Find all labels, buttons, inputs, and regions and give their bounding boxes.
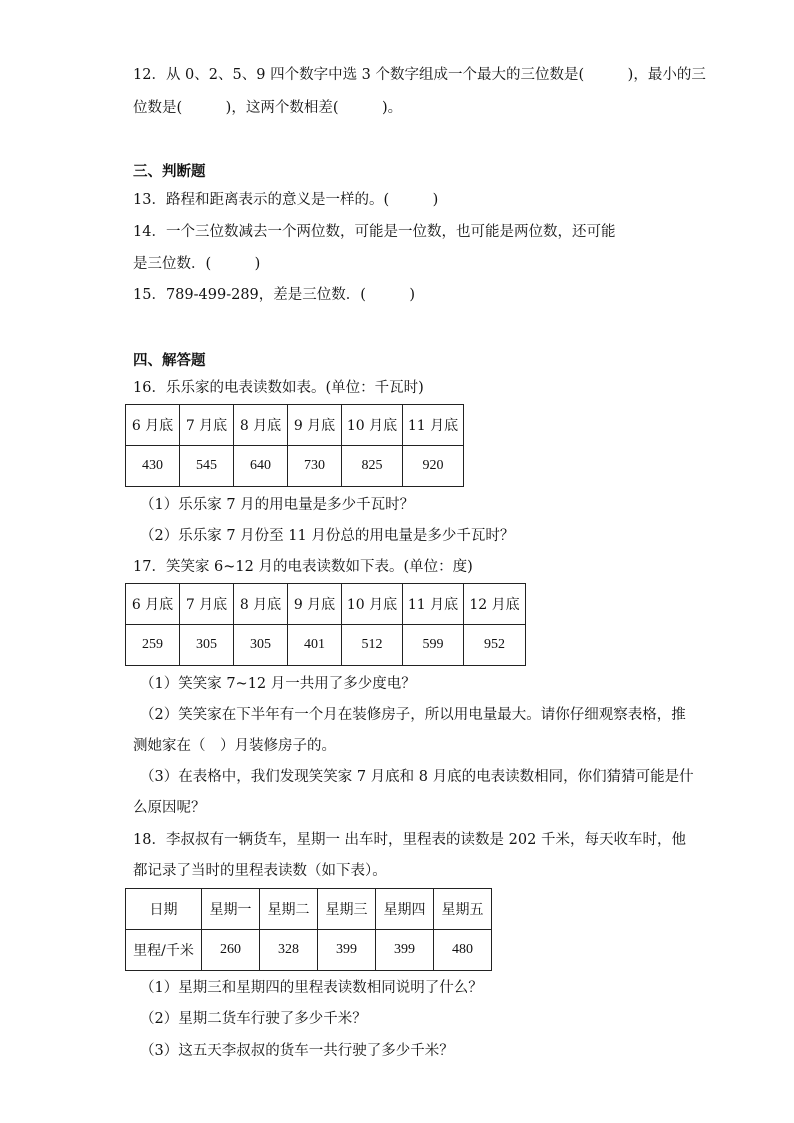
table-header-cell: 星期三	[318, 889, 376, 930]
table-cell: 259	[126, 625, 180, 666]
table-header-cell: 6 月底	[126, 584, 180, 625]
table-cell: 480	[434, 930, 492, 971]
table-cell: 260	[202, 930, 260, 971]
q14-line-2: 是三位数．( )	[133, 256, 261, 272]
table-cell: 430	[126, 446, 180, 487]
q16-sub-1: （1）乐乐家 7 月的用电量是多少千瓦时？	[140, 497, 415, 513]
table-cell: 512	[342, 625, 403, 666]
table-cell: 825	[342, 446, 403, 487]
table-header-cell: 10 月底	[342, 405, 403, 446]
q18-sub-1: （1）星期三和星期四的里程表读数相同说明了什么？	[140, 980, 483, 996]
table-row	[126, 625, 526, 666]
table-cell: 920	[403, 446, 464, 487]
table-header-cell: 11 月底	[403, 405, 464, 446]
q17-sub-2-line-2: 测她家在（ ）月装修房子的。	[133, 738, 336, 754]
q17-sub-3-line-1: （3）在表格中，我们发现笑笑家 7 月底和 8 月底的电表读数相同，你们猜猜可能是什	[140, 769, 694, 785]
table-cell: 305	[234, 625, 288, 666]
table-header-cell: 9 月底	[288, 584, 342, 625]
table-header-cell: 12 月底	[464, 584, 526, 625]
table-cell: 640	[234, 446, 288, 487]
table-header-cell: 星期四	[376, 889, 434, 930]
table-header-cell: 8 月底	[234, 584, 288, 625]
section-3-title: 三、判断题	[133, 163, 206, 180]
table-cell: 328	[260, 930, 318, 971]
q16-sub-2: （2）乐乐家 7 月份至 11 月份总的用电量是多少千瓦时？	[140, 528, 515, 544]
q18-table	[125, 888, 492, 971]
section-4-title: 四、解答题	[133, 352, 206, 369]
table-cell: 401	[288, 625, 342, 666]
table-header-cell: 6 月底	[126, 405, 180, 446]
table-header-cell: 星期一	[202, 889, 260, 930]
q17-sub-1: （1）笑笑家 7~12 月一共用了多少度电？	[140, 676, 416, 692]
table-row	[126, 446, 464, 487]
table-header-cell: 7 月底	[180, 405, 234, 446]
q17-sub-2-line-1: （2）笑笑家在下半年有一个月在装修房子，所以用电量最大。请你仔细观察表格，推	[140, 707, 686, 723]
table-cell: 399	[318, 930, 376, 971]
q16-prompt: 16．乐乐家的电表读数如表。(单位：千瓦时)	[133, 380, 424, 396]
table-header-cell: 星期五	[434, 889, 492, 930]
table-header-cell: 星期二	[260, 889, 318, 930]
q17-sub-3-line-2: 么原因呢？	[133, 800, 206, 816]
q17-table	[125, 583, 526, 666]
table-row-label: 里程/千米	[126, 930, 202, 971]
table-header-cell: 10 月底	[342, 584, 403, 625]
q13: 13．路程和距离表示的意义是一样的。( )	[133, 192, 439, 208]
table-header-cell: 日期	[126, 889, 202, 930]
table-cell: 545	[180, 446, 234, 487]
table-cell: 730	[288, 446, 342, 487]
q14-line-1: 14．一个三位数减去一个两位数，可能是一位数，也可能是两位数，还可能	[133, 224, 616, 240]
table-cell: 952	[464, 625, 526, 666]
table-header-cell: 9 月底	[288, 405, 342, 446]
table-cell: 599	[403, 625, 464, 666]
q15: 15．789-499-289，差是三位数．( )	[133, 287, 416, 303]
table-row	[126, 930, 492, 971]
q12-line-2: 位数是( )，这两个数相差( )。	[133, 100, 403, 116]
q12-line-1: 12．从 0、2、5、9 四个数字中选 3 个数字组成一个最大的三位数是( )，最小的三	[133, 67, 706, 83]
table-header-row	[126, 889, 492, 930]
q18-sub-3: （3）这五天李叔叔的货车一共行驶了多少千米？	[140, 1043, 454, 1059]
q18-sub-2: （2）星期二货车行驶了多少千米？	[140, 1011, 367, 1027]
q17-prompt: 17．笑笑家 6~12 月的电表读数如下表。(单位：度)	[133, 559, 473, 575]
table-cell: 399	[376, 930, 434, 971]
table-header-cell: 11 月底	[403, 584, 464, 625]
q16-table	[125, 404, 464, 487]
table-header-cell: 7 月底	[180, 584, 234, 625]
table-cell: 305	[180, 625, 234, 666]
table-header-row	[126, 584, 526, 625]
table-header-cell: 8 月底	[234, 405, 288, 446]
table-header-row	[126, 405, 464, 446]
q18-prompt-line-1: 18．李叔叔有一辆货车，星期一 出车时，里程表的读数是 202 千米，每天收车时，他	[133, 832, 686, 848]
q18-prompt-line-2: 都记录了当时的里程表读数（如下表）。	[133, 863, 387, 879]
